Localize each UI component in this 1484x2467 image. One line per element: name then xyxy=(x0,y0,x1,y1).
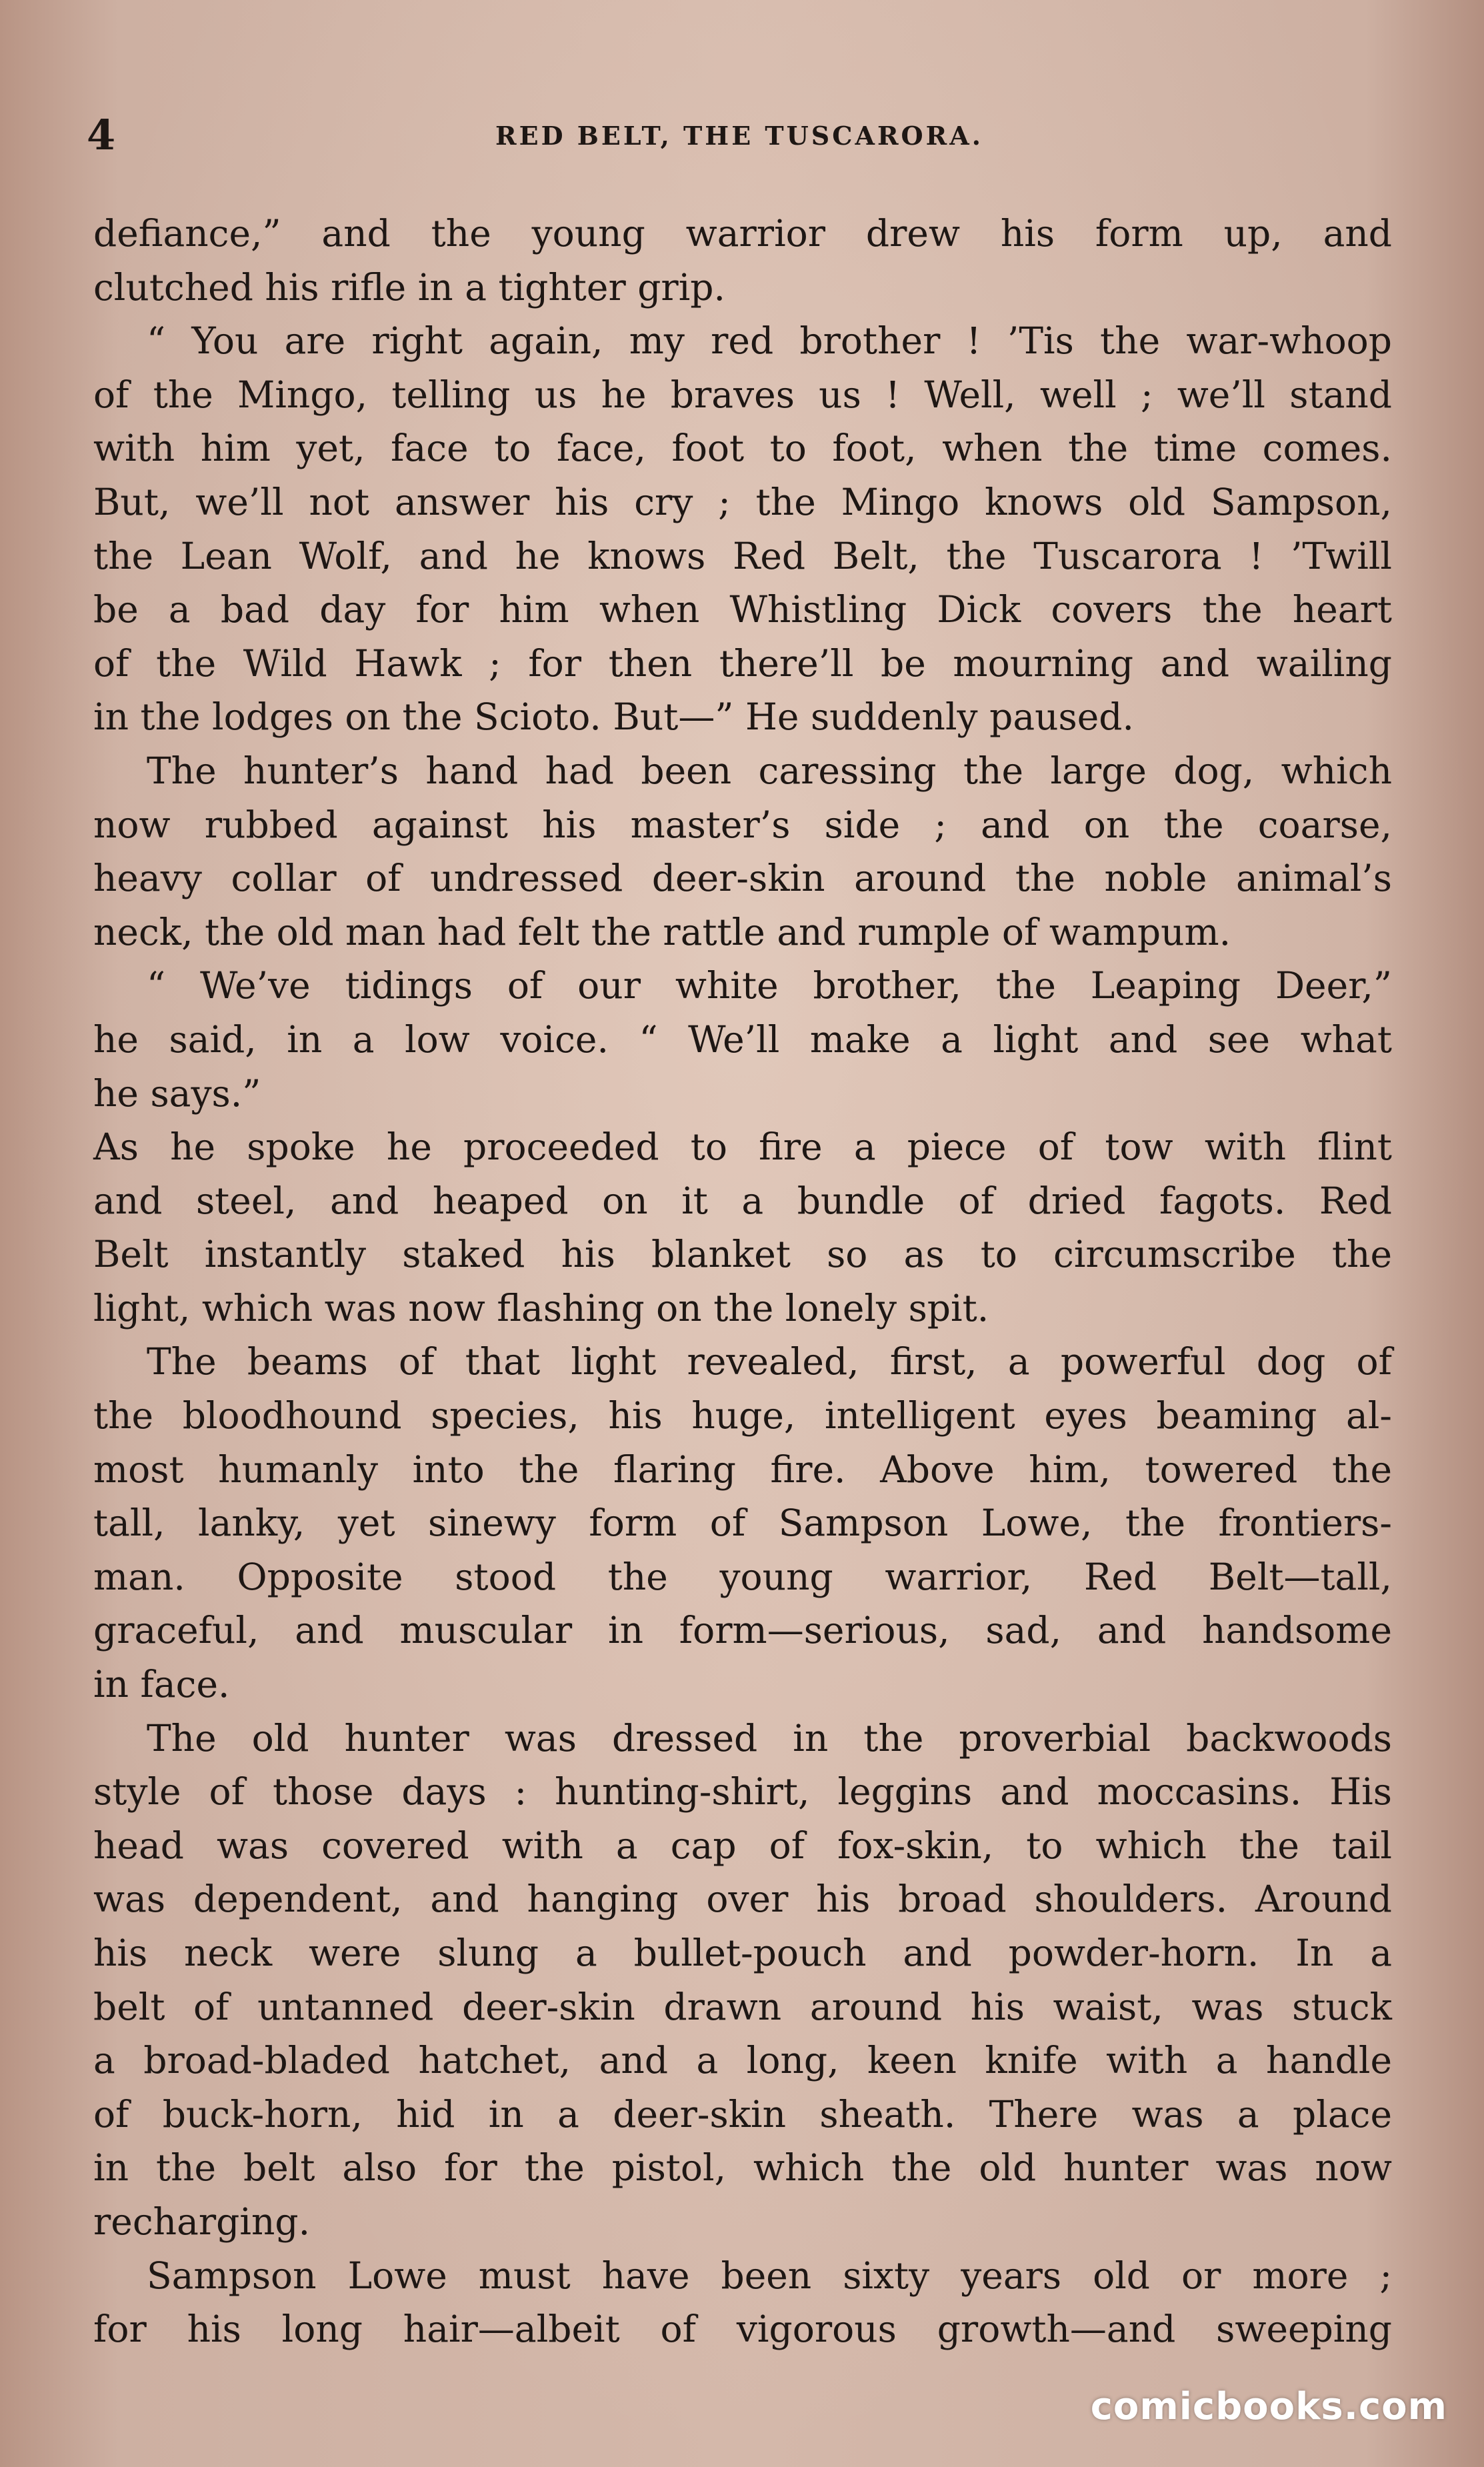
text-line: neck, the old man had felt the rattle and rumple of wampum. xyxy=(93,910,1231,953)
text-line: defiance,” and the young warrior drew his form up, and xyxy=(93,212,1392,255)
text-line: now rubbed against his master’s side ; and on the coarse, xyxy=(93,803,1392,846)
text-line: The old hunter was dressed in the proverbial backwoods xyxy=(147,1716,1392,1760)
text-line: belt of untanned deer-skin drawn around his waist, was stuck xyxy=(93,1985,1392,2028)
text-line: for his long hair—albeit of vigorous growth—and sweeping xyxy=(93,2308,1392,2351)
text-line: “ You are right again, my red brother ! ’Tis the war-whoop xyxy=(147,319,1392,363)
text-line: heavy collar of undressed deer-skin around the noble animal’s xyxy=(93,857,1392,900)
text-line: he says.” xyxy=(93,1071,261,1115)
text-line: graceful, and muscular in form—serious, sad, and handsome xyxy=(93,1609,1392,1652)
text-line: recharging. xyxy=(93,2200,311,2243)
text-line: “ We’ve tidings of our white brother, the Leaping Deer,” xyxy=(147,964,1392,1007)
page-header xyxy=(87,112,1392,159)
text-line: light, which was now flashing on the lonely spit. xyxy=(93,1286,989,1330)
text-line: most humanly into the flaring fire. Above him, towered the xyxy=(93,1448,1392,1491)
text-line: in the belt also for the pistol, which the old hunter was now xyxy=(93,2146,1392,2190)
text-line: the Lean Wolf, and he knows Red Belt, the Tuscarora ! ’Twill xyxy=(93,534,1392,577)
text-line: tall, lanky, yet sinewy form of Sampson Lowe, the frontiers- xyxy=(93,1502,1392,1545)
text-line: of the Mingo, telling us he braves us ! Well, well ; we’ll stand xyxy=(93,373,1392,416)
text-line: his neck were slung a bullet-pouch and powder-horn. In a xyxy=(93,1932,1392,1974)
text-line: the bloodhound species, his huge, intelligent eyes beaming al- xyxy=(93,1394,1392,1438)
text-line: man. Opposite stood the young warrior, Red Belt—tall, xyxy=(93,1555,1392,1598)
watermark: comicbooks.com xyxy=(1090,2385,1447,2428)
text-line: As he spoke he proceeded to fire a piece of tow with flint xyxy=(93,1125,1392,1169)
text-line: with him yet, face to face, foot to foot, when the time comes. xyxy=(93,427,1392,470)
text-line: clutched his rifle in a tighter grip. xyxy=(93,265,725,309)
text-line: style of those days : hunting-shirt, leggins and moccasins. His xyxy=(93,1770,1392,1814)
text-line: Belt instantly staked his blanket so as to circumscribe the xyxy=(93,1233,1392,1276)
text-line: in the lodges on the Scioto. But—” He suddenly paused. xyxy=(93,695,1135,739)
text-line: head was covered with a cap of fox-skin, to which the tail xyxy=(93,1824,1392,1867)
text-line: Sampson Lowe must have been sixty years old or more ; xyxy=(147,2254,1392,2297)
text-line: of the Wild Hawk ; for then there’ll be mourning and wailing xyxy=(93,641,1392,685)
text-line: be a bad day for him when Whistling Dick covers the heart xyxy=(93,588,1392,631)
text-line: The beams of that light revealed, first, a powerful dog of xyxy=(147,1340,1392,1384)
text-line: and steel, and heaped on it a bundle of dried fagots. Red xyxy=(93,1179,1392,1222)
text-line: in face. xyxy=(93,1663,230,1706)
page-number: 4 xyxy=(87,111,116,159)
text-line: he said, in a low voice. “ We’ll make a light and see what xyxy=(93,1017,1392,1061)
body-text xyxy=(93,207,1392,2356)
text-line: of buck-horn, hid in a deer-skin sheath. There was a place xyxy=(93,2092,1392,2136)
text-line: But, we’ll not answer his cry ; the Mingo knows old Sampson, xyxy=(93,480,1392,523)
running-title: RED BELT, THE TUSCARORA. xyxy=(495,121,983,151)
text-line: was dependent, and hanging over his broad shoulders. Around xyxy=(93,1878,1392,1921)
text-line: The hunter’s hand had been caressing the large dog, which xyxy=(147,749,1392,792)
text-line: a broad-bladed hatchet, and a long, keen knife with a handle xyxy=(93,2039,1392,2082)
